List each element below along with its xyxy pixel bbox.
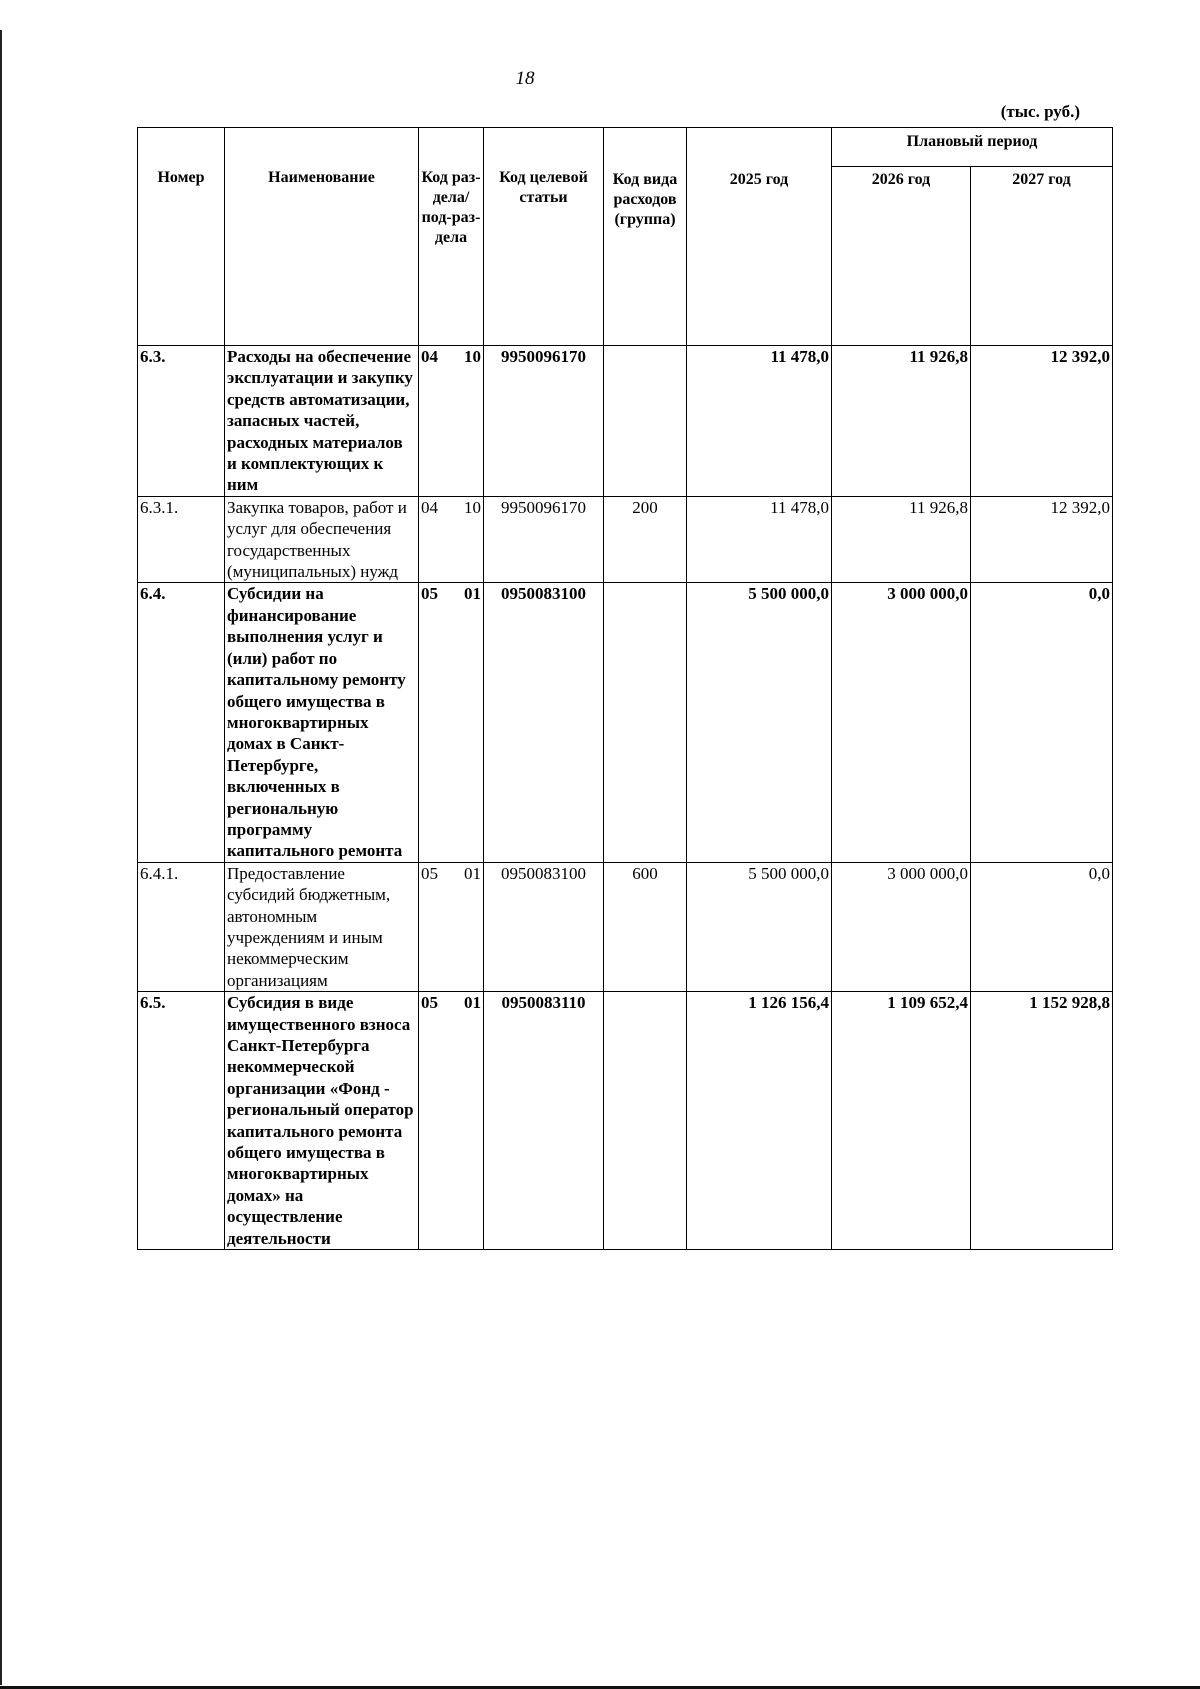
header-number: Номер	[138, 128, 225, 346]
row-value-2027: 0,0	[971, 583, 1113, 862]
header-year-2025: 2025 год	[687, 128, 832, 346]
row-subsection: 10	[464, 497, 481, 517]
row-value-2027: 1 152 928,8	[971, 992, 1113, 1250]
row-target-item: 9950096170	[484, 496, 604, 583]
row-target-item: 0950083100	[484, 583, 604, 862]
row-section-code	[419, 496, 484, 583]
row-value-2027: 12 392,0	[971, 496, 1113, 583]
row-expense-type	[604, 346, 687, 497]
row-section-code	[419, 992, 484, 1250]
header-section: Код раз-дела/ под-раз-дела	[419, 128, 484, 346]
row-expense-type: 200	[604, 496, 687, 583]
row-section-code	[419, 862, 484, 991]
row-subsection: 10	[464, 347, 481, 366]
table-row	[138, 346, 1113, 497]
row-section: 04	[421, 347, 438, 366]
row-value-2025: 1 126 156,4	[687, 992, 832, 1250]
row-value-2026: 3 000 000,0	[832, 862, 971, 991]
row-value-2025: 11 478,0	[687, 496, 832, 583]
row-name: Закупка товаров, работ и услуг для обеспечения государственных (муниципальных) нужд	[225, 496, 419, 583]
row-number: 6.5.	[138, 992, 225, 1250]
row-name: Субсидии на финансирование выполнения услуг и (или) работ по капитальному ремонту общего имущества в многоквартирных домах в Санкт-Петербурге, включенных в региональную программу капитального ремонта	[225, 583, 419, 862]
row-number: 6.3.	[138, 346, 225, 497]
units-label: (тыс. руб.)	[1000, 102, 1080, 121]
row-section: 04	[421, 497, 438, 517]
page-number: 18	[515, 68, 535, 89]
header-target-item: Код целевой статьи	[484, 128, 604, 346]
row-target-item: 0950083100	[484, 862, 604, 991]
row-target-item: 9950096170	[484, 346, 604, 497]
row-subsection: 01	[464, 584, 481, 604]
row-value-2026: 11 926,8	[832, 346, 971, 497]
row-value-2025: 11 478,0	[687, 346, 832, 497]
table-body	[138, 346, 1113, 1250]
header-year-2026: 2026 год	[832, 167, 971, 346]
row-value-2025: 5 500 000,0	[687, 583, 832, 862]
header-expense-type: Код вида расходов (группа)	[604, 128, 687, 346]
table-row	[138, 583, 1113, 862]
header-year-2027: 2027 год	[971, 167, 1113, 346]
table-row	[138, 862, 1113, 991]
table-row	[138, 496, 1113, 583]
row-subsection: 01	[464, 993, 481, 1013]
row-name: Расходы на обеспечение эксплуатации и закупку средств автоматизации, запасных частей, расходных материалов и комплектующих к ним	[225, 346, 419, 497]
row-section: 05	[421, 584, 438, 604]
budget-table	[137, 127, 1113, 1250]
row-expense-type	[604, 583, 687, 862]
header-name: Наименование	[225, 128, 419, 346]
row-value-2027: 12 392,0	[971, 346, 1113, 497]
row-name: Субсидия в виде имущественного взноса Санкт-Петербурга некоммерческой организации «Фонд - региональный оператор капитального ремонта общего имущества в многоквартирных домах» на осуществление деятельности	[225, 992, 419, 1250]
row-number: 6.3.1.	[138, 496, 225, 583]
row-number: 6.4.	[138, 583, 225, 862]
table-row	[138, 992, 1113, 1250]
row-value-2026: 3 000 000,0	[832, 583, 971, 862]
row-subsection: 01	[464, 863, 481, 883]
row-target-item: 0950083110	[484, 992, 604, 1250]
header-planning-period: Плановый период	[832, 128, 1113, 167]
row-section: 05	[421, 993, 438, 1013]
row-name: Предоставление субсидий бюджетным, автономным учреждениям и иным некоммерческим организациям	[225, 862, 419, 991]
table-header	[138, 128, 1113, 346]
row-expense-type: 600	[604, 862, 687, 991]
row-expense-type	[604, 992, 687, 1250]
row-section-code	[419, 583, 484, 862]
row-value-2025: 5 500 000,0	[687, 862, 832, 991]
row-section-code	[419, 346, 484, 497]
row-number: 6.4.1.	[138, 862, 225, 991]
row-value-2026: 11 926,8	[832, 496, 971, 583]
row-section: 05	[421, 863, 438, 883]
row-value-2027: 0,0	[971, 862, 1113, 991]
row-value-2026: 1 109 652,4	[832, 992, 971, 1250]
scan-edge-left	[0, 30, 2, 1685]
